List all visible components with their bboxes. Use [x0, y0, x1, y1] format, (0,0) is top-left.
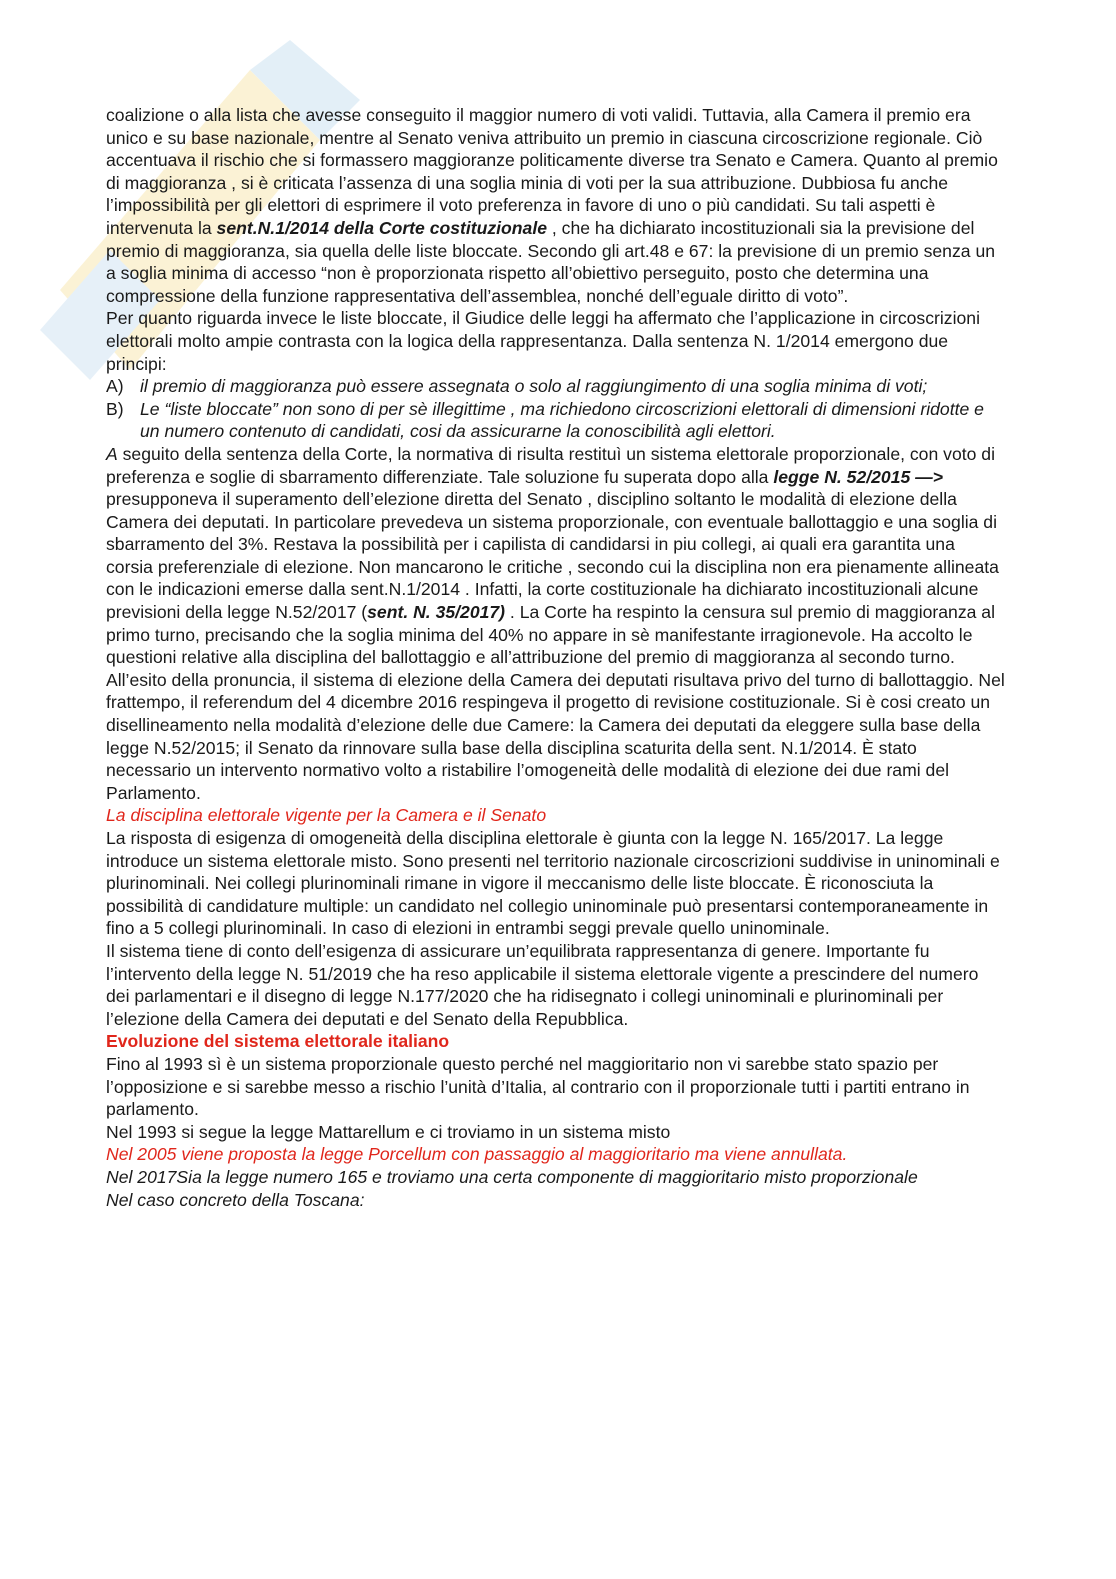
document-page [106, 104, 1006, 1211]
paragraph: Nel 2017Sia la legge numero 165 e troviamo una certa componente di maggioritario misto proporzionale [106, 1166, 918, 1187]
list-text: Le “liste bloccate” non sono di per sè illegittime , ma richiedono circoscrizioni elettorali di dimensioni ridotte e un numero contenuto di candidati, cosi da assicurarne la conoscibilità agli elettori. [140, 398, 984, 442]
paragraph: All’esito della pronuncia, il sistema di elezione della Camera dei deputati risultava privo del turno di ballottaggio. Nel frattempo, il referendum del 4 dicembre 2016 respingeva il progetto di revisione costituzionale. Si è cosi creato un disellineamento nella modalità d’elezione delle due Camere: la Camera dei deputati da eleggere sulla base della legge N.52/2015; il Senato da rinnovare sulla base della disciplina scaturita della sent. N.1/2014. È stato necessario un intervento normativo volto a ristabilire l’omogeneità delle modalità di elezione dei due rami del Parlamento. [106, 669, 1005, 803]
citation-sentence: sent. N. 35/2017) [367, 602, 506, 623]
paragraph: La risposta di esigenza di omogeneità della disciplina elettorale è giunta con la legge N. 165/2017. La legge introduce un sistema elettorale misto. Sono presenti nel territorio nazionale circoscrizioni suddivise in uninominali e plurinominali. Nei collegi plurinominali rimane in vigore il meccanismo delle liste bloccate. È riconosciuta la possibilità di candidature multiple: un candidato nel collegio uninominale può presentarsi contemporaneamente in fino a 5 collegi plurinominali. In caso di elezioni in entrambi seggi prevale quello uninominale. [106, 828, 1000, 939]
paragraph: Fino al 1993 sì è un sistema proporzionale questo perché nel maggioritario non vi sarebbe stato spazio per l’opposizione e si sarebbe messo a rischio l’unità d’Italia, al contrario con il proporzionale tutti i partiti entrano in parlamento. [106, 1053, 970, 1120]
list-item [106, 375, 1006, 398]
law-reference: legge N. 52/2015 —> [773, 466, 944, 487]
citation-sentence: sent.N.1/2014 della Corte costituzionale [216, 217, 548, 238]
list-item [106, 398, 1006, 443]
list-marker: B) [106, 398, 124, 419]
paragraph: Nel 1993 si segue la legge Mattarellum e ci troviamo in un sistema misto [106, 1121, 671, 1142]
paragraph: A seguito della sentenza della Corte, la normativa di risulta restituì un sistema elettorale proporzionale, con voto di preferenza e soglie di sbarramento differenziate. Tale soluzione fu superata dopo alla legge N. 52/2015 —> presupponeva il superamento dell’elezione diretta del Senato , disciplino soltanto le modalità di elezione della Camera dei deputati. In particolare prevedeva un sistema proporzionale, con eventuale ballottaggio e una soglia di sbarramento del 3%. Restava la possibilità per i capilista di candidarsi in piu collegi, ai quali era garantita una corsia preferenziale di elezione. Non mancarono le critiche , secondo cui la disciplina non era pienamente allineata con le indicazioni emerse dalla sent.N.1/2014 . Infatti, la corte costituzionale ha dichiarato incostituzionali alcune previsioni della legge N.52/2017 (sent. N. 35/2017) . La Corte ha respinto la censura sul premio di maggioranza al primo turno, precisando che la soglia minima del 40% no appare in sè manifestante irragionevole. Ha accolto le questioni relative alla disciplina del ballottaggio e all’attribuzione del premio di maggioranza al secondo turno. [106, 443, 999, 668]
paragraph: Nel caso concreto della Toscana: [106, 1189, 365, 1210]
section-heading: Evoluzione del sistema elettorale italiano [106, 1031, 450, 1052]
list-marker: A) [106, 376, 124, 397]
paragraph: coalizione o alla lista che avesse conseguito il maggior numero di voti validi. Tuttavia, alla Camera il premio era unico e su base nazionale, mentre al Senato veniva attribuito un premio in ciascuna circoscrizione regionale. Ciò accentuava il rischio che si formassero maggioranze politicamente diverse tra Senato e Camera. Quanto al premio di maggioranza , si è criticata l’assenza di una soglia minia di voti per la sua attribuzione. Dubbiosa fu anche l’impossibilità per gli elettori di esprimere il voto preferenza in favore di uno o più candidati. Su tali aspetti è intervenuta la sent.N.1/2014 della Corte costituzionale , che ha dichiarato incostituzionali sia la previsione del premio di maggioranza, sia quella delle liste bloccate. Secondo gli art.48 e 67: la previsione di un premio senza un a soglia minima di accesso “non è proporzionata rispetto all’obiettivo perseguito, posto che determina una compressione della funzione rappresentativa dell’assemblea, nonché dell’eguale diritto di voto”. [106, 105, 998, 306]
list-text: il premio di maggioranza può essere assegnata o solo al raggiungimento di una soglia minima di voti; [140, 376, 928, 397]
section-heading: La disciplina elettorale vigente per la Camera e il Senato [106, 805, 547, 826]
paragraph: Per quanto riguarda invece le liste bloccate, il Giudice delle leggi ha affermato che l’applicazione in circoscrizioni elettorali molto ampie contrasta con la logica della rappresentanza. Dalla sentenza N. 1/2014 emergono due principi: [106, 308, 980, 374]
paragraph-highlight: Nel 2005 viene proposta la legge Porcellum con passaggio al maggioritario ma viene annullata. [106, 1144, 848, 1165]
paragraph: Il sistema tiene di conto dell’esigenza di assicurare un’equilibrata rappresentanza di genere. Importante fu l’intervento della legge N. 51/2019 che ha reso applicabile il sistema elettorale vigente a prescindere del numero dei parlamentari e il disegno di legge N.177/2020 che ha ridisegnato i collegi uninominali e plurinominali per l’elezione della Camera dei deputati e del Senato della Repubblica. [106, 940, 979, 1029]
